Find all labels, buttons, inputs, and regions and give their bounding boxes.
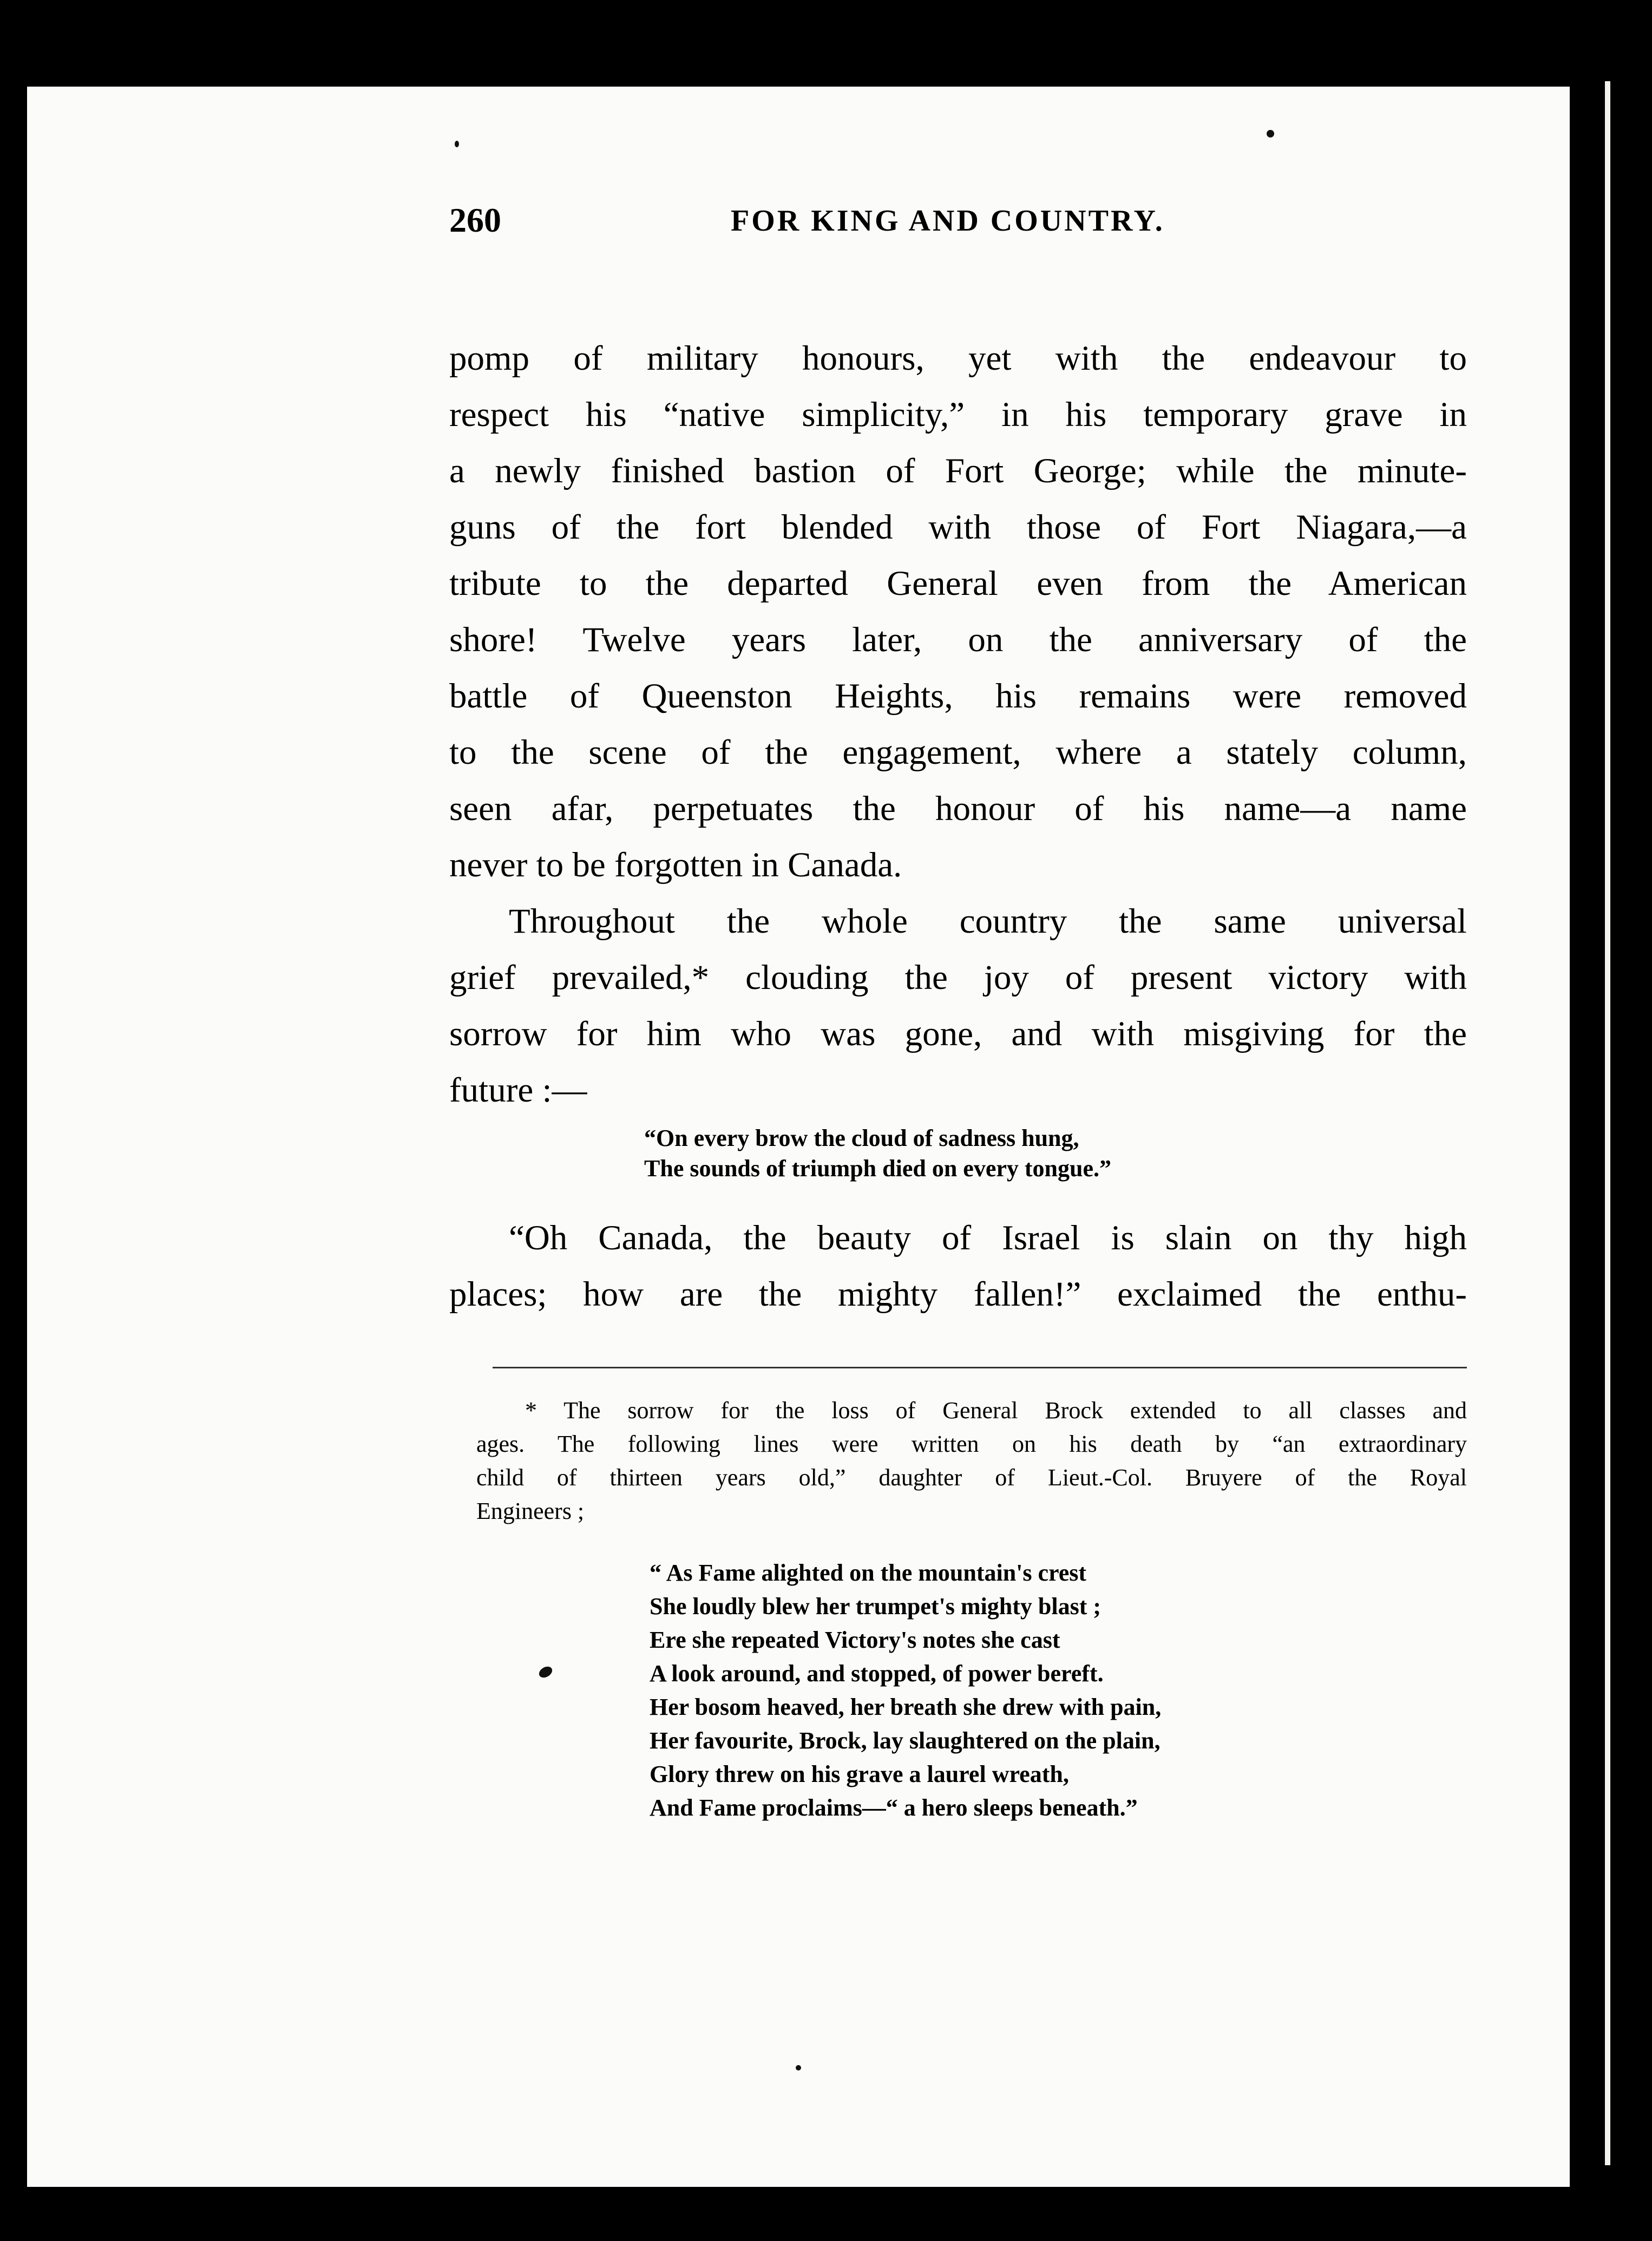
text-line: sorrow for him who was gone, and with misgiving for the: [449, 1014, 1467, 1053]
text-line: “Oh Canada, the beauty of Israel is slain on thy high: [509, 1218, 1467, 1257]
verse-line: Glory threw on his grave a laurel wreath,: [650, 1761, 1069, 1787]
verse-line: And Fame proclaims—“ a hero sleeps beneath.”: [650, 1794, 1138, 1821]
footnote-line: child of thirteen years old,” daughter of Lieut.-Col. Bruyere of the Royal: [476, 1464, 1467, 1491]
text-line: guns of the fort blended with those of Fort Niagara,—a: [449, 508, 1467, 547]
footnote-line: Engineers ;: [476, 1498, 585, 1524]
quoted-couplet: [644, 1123, 1348, 1184]
verse-line: A look around, and stopped, of power bereft.: [650, 1660, 1104, 1687]
ink-speck: [1267, 130, 1274, 137]
text-line: a newly finished bastion of Fort George; while the minute-: [449, 451, 1467, 490]
page-header: [449, 200, 1467, 249]
verse-line: She loudly blew her trumpet's mighty blast ;: [650, 1593, 1102, 1620]
text-line: tribute to the departed General even from the American: [449, 564, 1467, 603]
page-number: 260: [449, 201, 501, 239]
verse-line: The sounds of triumph died on every tongue.”: [644, 1155, 1112, 1182]
text-line: seen afar, perpetuates the honour of his name—a name: [449, 789, 1467, 828]
footnote: [476, 1394, 1467, 1528]
ink-speck: [796, 2065, 801, 2070]
footnote-line: * The sorrow for the loss of General Brock extended to all classes and: [525, 1397, 1467, 1424]
ink-speck: [455, 141, 459, 147]
running-head: FOR KING AND COUNTRY.: [731, 204, 1165, 238]
body-text: [449, 330, 1467, 1118]
verse-line: Her favourite, Brock, lay slaughtered on the plain,: [650, 1727, 1161, 1754]
verse-line: “On every brow the cloud of sadness hung,: [644, 1125, 1079, 1151]
text-line: Throughout the whole country the same universal: [509, 902, 1467, 941]
text-line: battle of Queenston Heights, his remains were removed: [449, 677, 1467, 716]
footnote-verse: [650, 1556, 1353, 1825]
text-line: respect his “native simplicity,” in his temporary grave in: [449, 395, 1467, 434]
verse-line: Her bosom heaved, her breath she drew with pain,: [650, 1694, 1162, 1720]
body-text-continued: [449, 1210, 1467, 1322]
text-line: grief prevailed,* clouding the joy of present victory with: [449, 958, 1467, 997]
text-line: places; how are the mighty fallen!” exclaimed the enthu-: [449, 1275, 1467, 1314]
footnote-line: ages. The following lines were written on his death by “an extraordinary: [476, 1431, 1467, 1457]
page-gutter-shadow: [1572, 81, 1605, 2192]
footnote-rule: [493, 1367, 1467, 1368]
text-line: pomp of military honours, yet with the endeavour to: [449, 339, 1467, 378]
verse-line: Ere she repeated Victory's notes she cast: [650, 1627, 1060, 1653]
text-line: future :—: [449, 1071, 587, 1110]
text-line: never to be forgotten in Canada.: [449, 846, 902, 884]
text-line: shore! Twelve years later, on the anniversary of the: [449, 620, 1467, 659]
verse-line: “ As Fame alighted on the mountain's crest: [650, 1559, 1087, 1586]
text-line: to the scene of the engagement, where a stately column,: [449, 733, 1467, 772]
